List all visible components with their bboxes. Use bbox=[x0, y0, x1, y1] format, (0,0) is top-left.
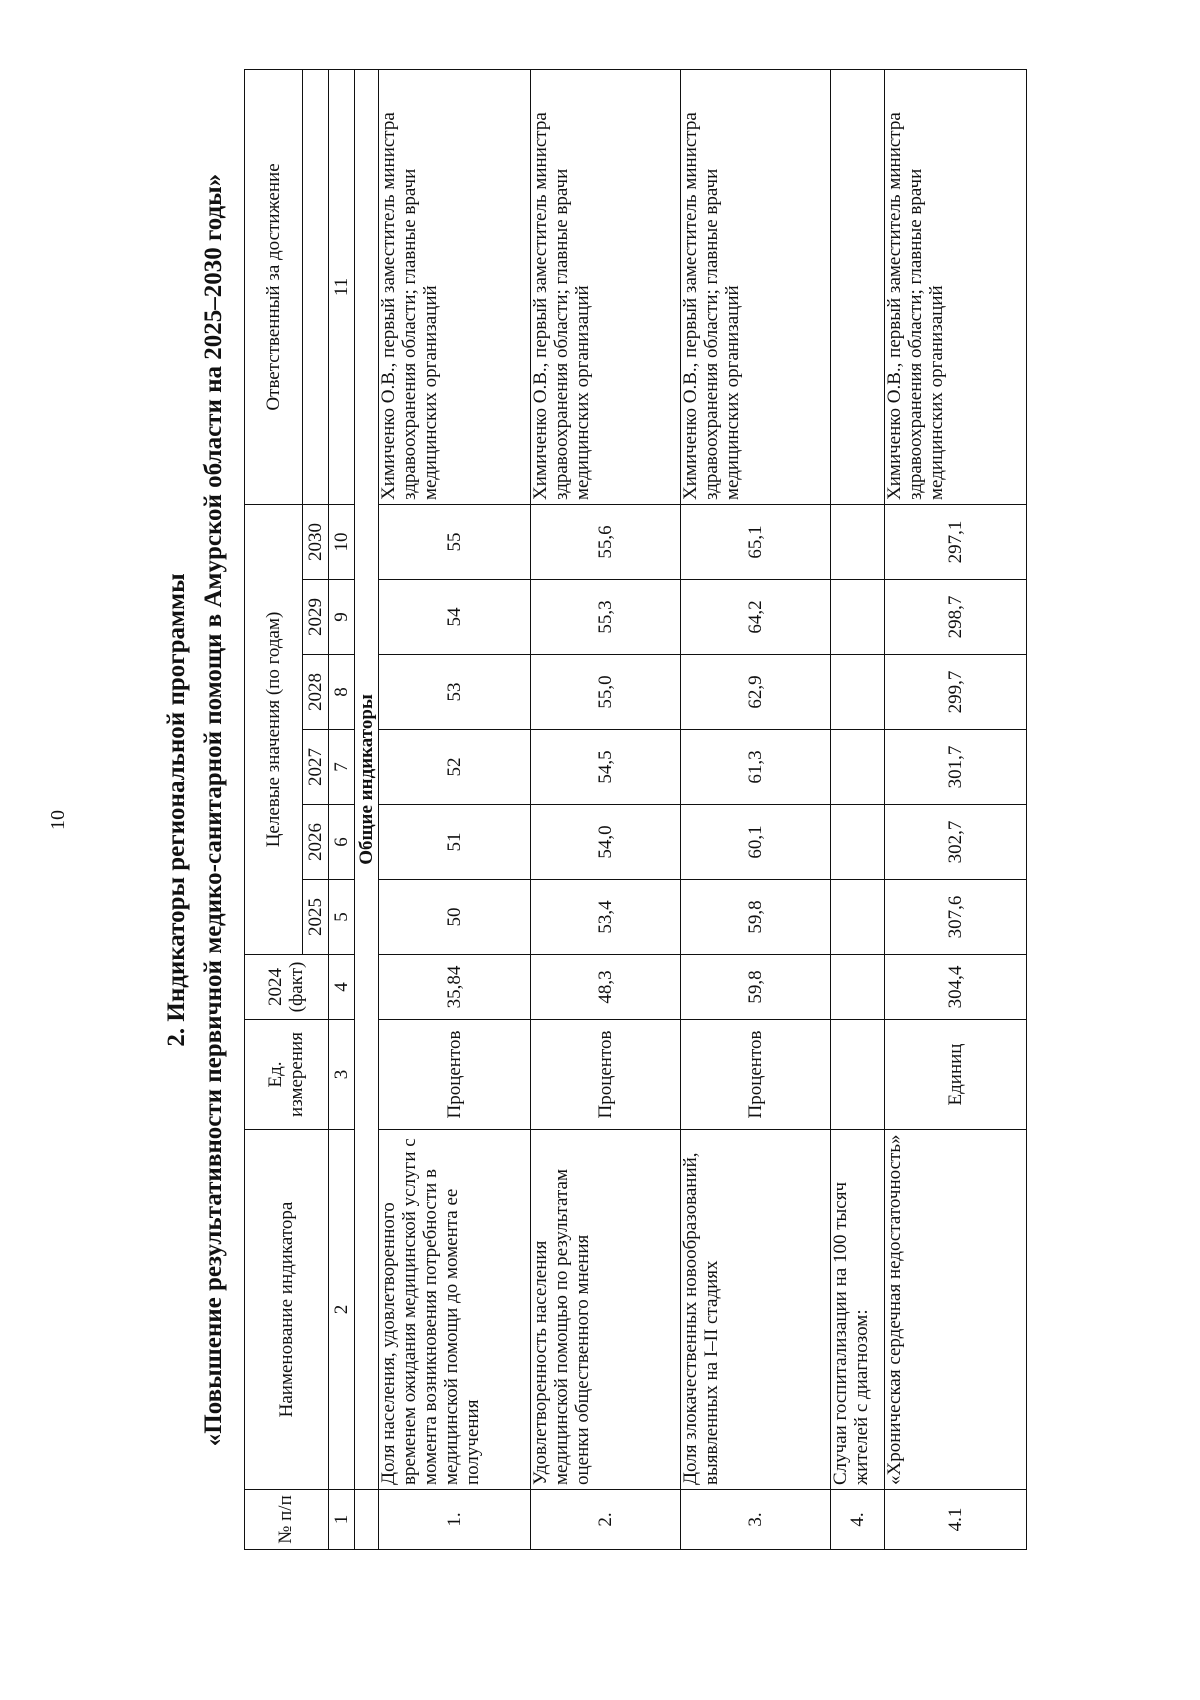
col-number: 8 bbox=[329, 655, 355, 730]
col-number: 3 bbox=[329, 1020, 355, 1130]
header-responsible: Ответственный за достижение bbox=[245, 69, 303, 504]
row-responsible: Химиченко О.В., первый заместитель министра здравоохранения области; главные врачи медицинских организаций bbox=[885, 69, 1027, 504]
header-unit: Ед. измерения bbox=[245, 1020, 329, 1130]
row-target-value bbox=[831, 880, 885, 955]
row-target-value: 307,6 bbox=[885, 880, 1027, 955]
col-number: 4 bbox=[329, 955, 355, 1020]
row-indicator-name: Доля злокачественных новообразований, выявленных на I–II стадиях bbox=[681, 1130, 831, 1490]
rotated-document bbox=[160, 70, 1100, 1550]
section-blank-cell bbox=[355, 1490, 379, 1550]
col-number: 11 bbox=[329, 69, 355, 504]
row-responsible: Химиченко О.В., первый заместитель министра здравоохранения области; главные врачи медицинских организаций bbox=[531, 69, 681, 504]
row-target-value: 59,8 bbox=[681, 880, 831, 955]
page-number: 10 bbox=[47, 810, 69, 830]
table-row bbox=[379, 69, 531, 1549]
row-target-value: 55 bbox=[379, 504, 531, 579]
title-line-2: «Повышение результативности первичной медико-санитарной помощи в Амурской области на 2025–2030 годы» bbox=[200, 173, 227, 1447]
col-number: 5 bbox=[329, 880, 355, 955]
header-year: 2025 bbox=[303, 880, 329, 955]
row-indicator-name: «Хроническая сердечная недостаточность» bbox=[885, 1130, 1027, 1490]
row-unit bbox=[831, 1020, 885, 1130]
row-base-value bbox=[831, 955, 885, 1020]
row-num: 3. bbox=[681, 1490, 831, 1550]
row-indicator-name: Случаи госпитализации на 100 тысяч жителей с диагнозом: bbox=[831, 1130, 885, 1490]
row-responsible: Химиченко О.В., первый заместитель министра здравоохранения области; главные врачи медицинских организаций bbox=[681, 69, 831, 504]
row-indicator-name: Доля населения, удовлетворенного временем ожидания медицинской услуги с момента возникновения потребности в медицинской помощи до момента ее получения bbox=[379, 1130, 531, 1490]
row-unit: Процентов bbox=[681, 1020, 831, 1130]
row-base-value: 304,4 bbox=[885, 955, 1027, 1020]
col-number: 9 bbox=[329, 580, 355, 655]
row-responsible: Химиченко О.В., первый заместитель министра здравоохранения области; главные врачи медицинских организаций bbox=[379, 69, 531, 504]
row-unit: Процентов bbox=[379, 1020, 531, 1130]
title-line-1: 2. Индикаторы региональной программы bbox=[163, 573, 190, 1047]
row-target-value: 64,2 bbox=[681, 580, 831, 655]
row-target-value bbox=[831, 730, 885, 805]
row-target-value: 61,3 bbox=[681, 730, 831, 805]
row-target-value: 60,1 bbox=[681, 805, 831, 880]
row-responsible bbox=[831, 69, 885, 504]
row-target-value: 54,0 bbox=[531, 805, 681, 880]
row-num: 4. bbox=[831, 1490, 885, 1550]
header-blank-cell bbox=[303, 69, 329, 504]
row-target-value: 299,7 bbox=[885, 655, 1027, 730]
row-target-value: 54 bbox=[379, 580, 531, 655]
row-target-value: 50 bbox=[379, 880, 531, 955]
row-target-value: 51 bbox=[379, 805, 531, 880]
row-target-value bbox=[831, 580, 885, 655]
col-number: 1 bbox=[329, 1490, 355, 1550]
row-target-value: 52 bbox=[379, 730, 531, 805]
row-target-value: 62,9 bbox=[681, 655, 831, 730]
row-unit: Единиц bbox=[885, 1020, 1027, 1130]
row-num: 1. bbox=[379, 1490, 531, 1550]
row-num: 4.1 bbox=[885, 1490, 1027, 1550]
row-num: 2. bbox=[531, 1490, 681, 1550]
header-name: Наименование индикатора bbox=[245, 1130, 329, 1490]
col-number: 7 bbox=[329, 730, 355, 805]
row-target-value: 65,1 bbox=[681, 504, 831, 579]
section-row bbox=[355, 69, 379, 1549]
header-targets: Целевые значения (по годам) bbox=[245, 504, 303, 954]
header-base: 2024 (факт) bbox=[245, 955, 329, 1020]
row-target-value: 55,0 bbox=[531, 655, 681, 730]
table-row bbox=[531, 69, 681, 1549]
indicators-table bbox=[244, 69, 1027, 1550]
header-year: 2028 bbox=[303, 655, 329, 730]
column-number-row bbox=[329, 69, 355, 1549]
section-title: Общие индикаторы bbox=[355, 69, 379, 1489]
header-year: 2029 bbox=[303, 580, 329, 655]
document-title bbox=[160, 70, 234, 1550]
row-target-value: 55,3 bbox=[531, 580, 681, 655]
table-row bbox=[831, 69, 885, 1549]
header-year: 2027 bbox=[303, 730, 329, 805]
row-indicator-name: Удовлетворенность населения медицинской помощью по результатам оценки общественного мнения bbox=[531, 1130, 681, 1490]
row-target-value: 53,4 bbox=[531, 880, 681, 955]
header-row-1 bbox=[245, 69, 303, 1549]
row-target-value: 54,5 bbox=[531, 730, 681, 805]
header-year: 2026 bbox=[303, 805, 329, 880]
row-target-value: 301,7 bbox=[885, 730, 1027, 805]
row-target-value: 298,7 bbox=[885, 580, 1027, 655]
table-row bbox=[681, 69, 831, 1549]
row-target-value bbox=[831, 504, 885, 579]
header-num: № п/п bbox=[245, 1490, 329, 1550]
row-target-value bbox=[831, 655, 885, 730]
col-number: 10 bbox=[329, 504, 355, 579]
row-base-value: 59,8 bbox=[681, 955, 831, 1020]
row-target-value: 302,7 bbox=[885, 805, 1027, 880]
row-target-value bbox=[831, 805, 885, 880]
row-base-value: 48,3 bbox=[531, 955, 681, 1020]
col-number: 2 bbox=[329, 1130, 355, 1490]
row-target-value: 53 bbox=[379, 655, 531, 730]
header-year: 2030 bbox=[303, 504, 329, 579]
col-number: 6 bbox=[329, 805, 355, 880]
row-target-value: 297,1 bbox=[885, 504, 1027, 579]
row-base-value: 35,84 bbox=[379, 955, 531, 1020]
row-target-value: 55,6 bbox=[531, 504, 681, 579]
table-row bbox=[885, 69, 1027, 1549]
row-unit: Процентов bbox=[531, 1020, 681, 1130]
